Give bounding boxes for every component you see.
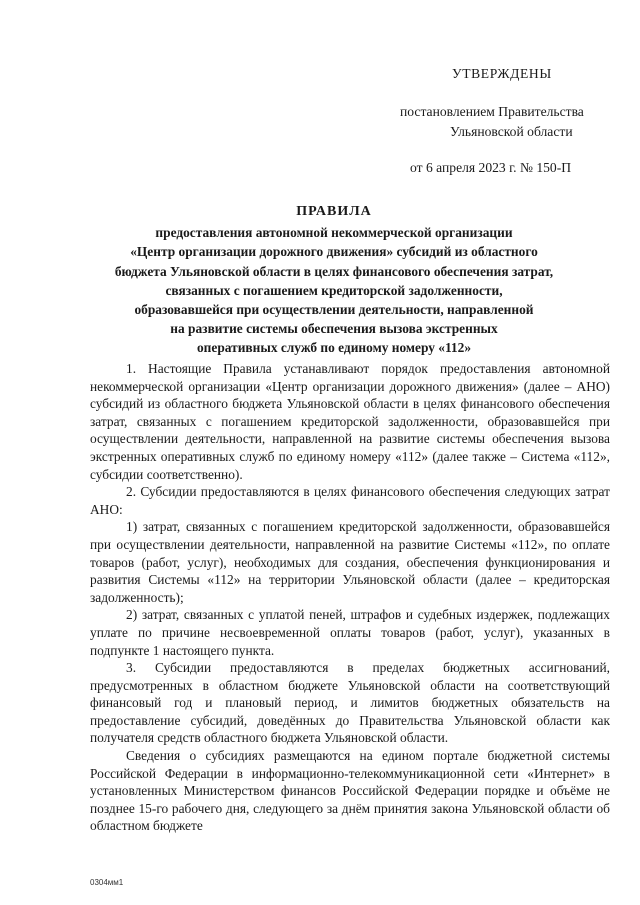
paragraph-2: 2. Субсидии предоставляются в целях финансового обеспечения следующих затрат АНО: (90, 484, 610, 517)
title-line: предоставления автономной некоммерческой организации (155, 225, 513, 241)
paragraph-2-item-2: 2) затрат, связанных с уплатой пеней, штрафов и судебных издержек, подлежащих уплате по причине несвоевременной оплаты товаров (работ, услуг), указанных в подпункте 1 настоящего пункта. (90, 607, 610, 658)
title-line: образовавшейся при осуществлении деятельности, направленной (134, 302, 534, 318)
title-main: ПРАВИЛА (296, 204, 372, 219)
approval-block (398, 64, 622, 178)
approval-issuer: постановлением Правительства (400, 104, 584, 119)
approval-date: от 6 апреля 2023 г. № 150-П (410, 160, 572, 175)
paragraph-1: 1. Настоящие Правила устанавливают порядок предоставления автономной некоммерческой организации «Центр организации дорожного движения» (далее – АНО) субсидий из областного бюджета Ульяновской области в целях финансового обеспечения затрат, связанных с погашением кредиторской задолженности, образовавшейся при осуществлении деятельности, направленной на развитие системы обеспечения вызова экстренных оперативных служб по единому номеру «112» (далее также – Система «112», субсидии соответственно). (90, 361, 610, 482)
title-line: связанных с погашением кредиторской задолженности, (165, 282, 503, 298)
approval-region: Ульяновской области (450, 124, 573, 139)
document-body (90, 360, 610, 835)
paragraph-3-info: Сведения о субсидиях размещаются на едином портале бюджетной системы Российской Федерации в информационно-телекоммуникационной сети «Интернет» в установленных Министерством финансов Российской Федерации порядке и объёме не позднее 15-го рабочего дня, следующего за днём принятия закона Ульяновской области об областном бюджете (90, 748, 610, 834)
paragraph-2-item-1: 1) затрат, связанных с погашением кредиторской задолженности, образовавшейся при осуществлении деятельности, направленной на развитие Системы «112», по оплате товаров (работ, услуг), необходимых для создания, обеспечения функционирования и развития Системы «112» на территории Ульяновской области (далее – кредиторская задолженность); (90, 519, 610, 605)
title-line: оперативных служб по единому номеру «112» (196, 340, 472, 356)
document-title (86, 202, 582, 358)
title-line: «Центр организации дорожного движения» субсидий из областного (130, 244, 538, 260)
paragraph-3: 3. Субсидии предоставляются в пределах бюджетных ассигнований, предусмотренных в областном бюджете Ульяновской области на соответствующий финансовый год и плановый период, и лимитов бюджетных обязательств на предоставление субсидий, доведённых до Правительства Ульяновской области как получателя средств областного бюджета Ульяновской области. (90, 660, 610, 746)
approval-stamp: УТВЕРЖДЕНЫ (452, 66, 552, 81)
title-line: на развитие системы обеспечения вызова экстренных (170, 321, 498, 337)
title-line: бюджета Ульяновской области в целях финансового обеспечения затрат, (114, 263, 554, 279)
footer-code: 0304мм1 (90, 878, 124, 887)
